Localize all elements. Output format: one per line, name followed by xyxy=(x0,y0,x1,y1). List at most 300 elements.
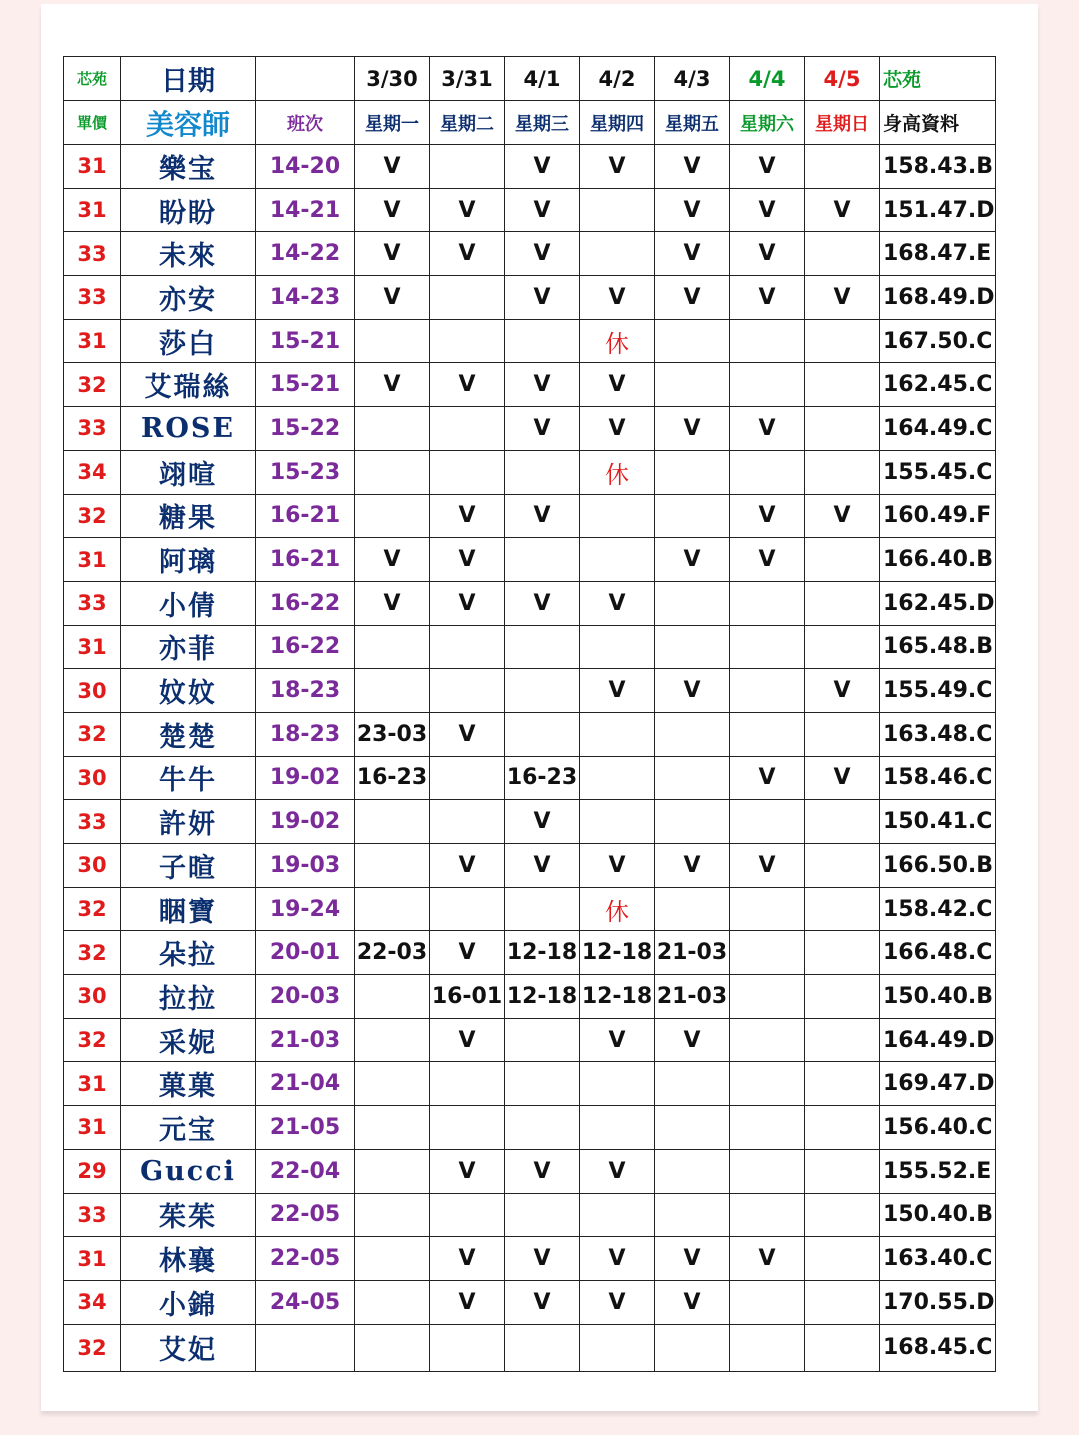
schedule-cell: V xyxy=(655,407,730,451)
price-cell: 32 xyxy=(64,494,121,538)
schedule-cell xyxy=(805,1237,880,1281)
schedule-cell xyxy=(805,450,880,494)
schedule-cell xyxy=(805,1193,880,1237)
schedule-cell xyxy=(730,581,805,625)
shift-cell: 19-03 xyxy=(256,844,355,888)
schedule-cell xyxy=(430,450,505,494)
price-cell: 32 xyxy=(64,363,121,407)
height-info-cell: 167.50.C xyxy=(880,319,996,363)
shift-cell: 21-03 xyxy=(256,1018,355,1062)
schedule-cell xyxy=(355,319,430,363)
schedule-cell: V xyxy=(805,494,880,538)
schedule-cell xyxy=(580,756,655,800)
schedule-cell xyxy=(730,975,805,1019)
schedule-cell: V xyxy=(430,1280,505,1324)
table-row xyxy=(64,407,996,451)
beautician-name: 小錦 xyxy=(121,1280,256,1324)
shift-cell: 20-03 xyxy=(256,975,355,1019)
schedule-cell xyxy=(355,625,430,669)
schedule-cell xyxy=(805,1018,880,1062)
schedule-cell: 12-18 xyxy=(580,931,655,975)
shift-cell: 16-21 xyxy=(256,494,355,538)
schedule-cell xyxy=(805,363,880,407)
shift-cell: 22-04 xyxy=(256,1149,355,1193)
schedule-cell: 21-03 xyxy=(655,931,730,975)
schedule-cell: V xyxy=(655,188,730,232)
schedule-cell xyxy=(805,145,880,189)
table-row xyxy=(64,538,996,582)
schedule-cell: V xyxy=(505,1280,580,1324)
height-info-cell: 168.47.E xyxy=(880,232,996,276)
schedule-cell: V xyxy=(430,188,505,232)
schedule-cell xyxy=(730,800,805,844)
price-cell: 33 xyxy=(64,276,121,320)
header-row-weekdays xyxy=(64,101,996,145)
schedule-cell: V xyxy=(730,145,805,189)
schedule-cell xyxy=(430,887,505,931)
shift-cell: 21-04 xyxy=(256,1062,355,1106)
store-label: 芯苑 xyxy=(64,57,121,101)
schedule-cell: V xyxy=(805,669,880,713)
schedule-cell xyxy=(355,669,430,713)
price-cell: 32 xyxy=(64,931,121,975)
schedule-cell: V xyxy=(730,756,805,800)
schedule-cell xyxy=(505,319,580,363)
schedule-cell xyxy=(730,625,805,669)
schedule-cell: V xyxy=(430,712,505,756)
day-off-cell: 休 xyxy=(580,887,655,931)
beautician-name: Gucci xyxy=(121,1149,256,1193)
schedule-cell xyxy=(730,1062,805,1106)
table-row xyxy=(64,494,996,538)
table-row xyxy=(64,1324,996,1371)
schedule-cell xyxy=(355,1193,430,1237)
price-cell: 32 xyxy=(64,1324,121,1371)
schedule-cell xyxy=(805,1280,880,1324)
schedule-cell xyxy=(580,712,655,756)
day-off-cell: 休 xyxy=(580,319,655,363)
weekday-header-saturday: 星期六 xyxy=(730,101,805,145)
height-info-cell: 151.47.D xyxy=(880,188,996,232)
schedule-cell: V xyxy=(505,1237,580,1281)
table-row xyxy=(64,581,996,625)
schedule-cell: V xyxy=(430,1237,505,1281)
shift-label: 班次 xyxy=(256,101,355,145)
schedule-cell xyxy=(430,1106,505,1150)
schedule-cell: V xyxy=(730,1237,805,1281)
schedule-cell: V xyxy=(805,276,880,320)
schedule-cell: V xyxy=(505,276,580,320)
beautician-name: 妏妏 xyxy=(121,669,256,713)
date-header: 4/3 xyxy=(655,57,730,101)
schedule-cell: V xyxy=(430,232,505,276)
height-info-cell: 168.49.D xyxy=(880,276,996,320)
price-cell: 32 xyxy=(64,712,121,756)
schedule-cell xyxy=(730,363,805,407)
beautician-name: 采妮 xyxy=(121,1018,256,1062)
price-cell: 31 xyxy=(64,1237,121,1281)
schedule-cell xyxy=(430,276,505,320)
schedule-cell xyxy=(655,1062,730,1106)
schedule-cell xyxy=(580,1062,655,1106)
price-cell: 31 xyxy=(64,145,121,189)
schedule-cell xyxy=(805,887,880,931)
height-info-cell: 163.40.C xyxy=(880,1237,996,1281)
schedule-cell xyxy=(655,756,730,800)
schedule-cell: V xyxy=(730,538,805,582)
schedule-cell: V xyxy=(580,1018,655,1062)
price-cell: 31 xyxy=(64,538,121,582)
schedule-cell xyxy=(655,363,730,407)
shift-cell: 19-02 xyxy=(256,756,355,800)
schedule-cell: V xyxy=(355,188,430,232)
table-row xyxy=(64,887,996,931)
schedule-cell: V xyxy=(430,931,505,975)
schedule-cell: V xyxy=(580,844,655,888)
shift-cell xyxy=(256,1324,355,1371)
beautician-name: ROSE xyxy=(121,407,256,451)
height-info-cell: 155.49.C xyxy=(880,669,996,713)
table-row xyxy=(64,1106,996,1150)
height-info-cell: 158.46.C xyxy=(880,756,996,800)
schedule-cell xyxy=(355,450,430,494)
schedule-cell: V xyxy=(505,1149,580,1193)
schedule-cell xyxy=(430,319,505,363)
schedule-cell xyxy=(805,625,880,669)
schedule-cell xyxy=(805,844,880,888)
shift-cell: 14-21 xyxy=(256,188,355,232)
schedule-cell xyxy=(430,145,505,189)
beautician-name: 阿璃 xyxy=(121,538,256,582)
beautician-name: 菓菓 xyxy=(121,1062,256,1106)
table-row xyxy=(64,188,996,232)
schedule-cell xyxy=(580,1324,655,1371)
schedule-cell: V xyxy=(655,669,730,713)
schedule-cell xyxy=(805,581,880,625)
schedule-cell: 16-23 xyxy=(505,756,580,800)
schedule-cell xyxy=(805,232,880,276)
schedule-cell xyxy=(730,1324,805,1371)
schedule-cell xyxy=(805,1062,880,1106)
shift-cell: 22-05 xyxy=(256,1193,355,1237)
shift-cell: 16-22 xyxy=(256,581,355,625)
schedule-cell: V xyxy=(355,145,430,189)
price-cell: 33 xyxy=(64,581,121,625)
date-header: 4/2 xyxy=(580,57,655,101)
shift-cell: 16-22 xyxy=(256,625,355,669)
price-cell: 33 xyxy=(64,232,121,276)
schedule-cell: V xyxy=(580,1237,655,1281)
info-label: 身高資料 xyxy=(880,101,996,145)
schedule-cell xyxy=(505,1193,580,1237)
height-info-cell: 170.55.D xyxy=(880,1280,996,1324)
schedule-cell xyxy=(730,712,805,756)
shift-cell: 18-23 xyxy=(256,712,355,756)
schedule-cell xyxy=(655,1106,730,1150)
table-row xyxy=(64,669,996,713)
date-header: 4/1 xyxy=(505,57,580,101)
schedule-cell: V xyxy=(655,1018,730,1062)
schedule-cell xyxy=(805,975,880,1019)
day-off-cell: 休 xyxy=(580,450,655,494)
beautician-name: 亦菲 xyxy=(121,625,256,669)
schedule-cell xyxy=(355,1062,430,1106)
price-cell: 31 xyxy=(64,319,121,363)
height-info-cell: 156.40.C xyxy=(880,1106,996,1150)
schedule-cell xyxy=(805,1149,880,1193)
schedule-cell xyxy=(730,1193,805,1237)
schedule-cell: V xyxy=(430,844,505,888)
schedule-cell xyxy=(655,887,730,931)
date-label: 日期 xyxy=(121,57,256,101)
schedule-cell xyxy=(655,581,730,625)
schedule-cell xyxy=(580,538,655,582)
schedule-cell: V xyxy=(505,188,580,232)
beautician-name: 許妍 xyxy=(121,800,256,844)
beautician-name: 莎白 xyxy=(121,319,256,363)
schedule-cell: V xyxy=(730,276,805,320)
date-header-saturday: 4/4 xyxy=(730,57,805,101)
schedule-cell xyxy=(580,188,655,232)
schedule-cell xyxy=(355,1280,430,1324)
shift-cell: 15-23 xyxy=(256,450,355,494)
table-row xyxy=(64,145,996,189)
height-info-cell: 164.49.D xyxy=(880,1018,996,1062)
schedule-cell xyxy=(505,1324,580,1371)
schedule-cell: V xyxy=(355,276,430,320)
price-cell: 30 xyxy=(64,669,121,713)
height-info-cell: 162.45.C xyxy=(880,363,996,407)
shift-cell: 15-21 xyxy=(256,319,355,363)
beautician-name: 元宝 xyxy=(121,1106,256,1150)
schedule-cell: V xyxy=(580,1149,655,1193)
schedule-cell xyxy=(355,1237,430,1281)
schedule-cell xyxy=(355,1106,430,1150)
beautician-name: 艾妃 xyxy=(121,1324,256,1371)
schedule-cell xyxy=(505,669,580,713)
schedule-cell xyxy=(505,1106,580,1150)
schedule-cell xyxy=(580,494,655,538)
schedule-cell: V xyxy=(430,363,505,407)
schedule-cell: V xyxy=(505,145,580,189)
height-info-cell: 155.52.E xyxy=(880,1149,996,1193)
schedule-cell xyxy=(730,450,805,494)
schedule-cell: V xyxy=(430,1018,505,1062)
schedule-cell: V xyxy=(430,538,505,582)
schedule-cell xyxy=(355,1149,430,1193)
schedule-cell xyxy=(430,756,505,800)
schedule-cell: V xyxy=(355,363,430,407)
schedule-cell xyxy=(730,1106,805,1150)
schedule-cell xyxy=(505,450,580,494)
shift-cell: 18-23 xyxy=(256,669,355,713)
schedule-cell xyxy=(505,625,580,669)
price-cell: 31 xyxy=(64,625,121,669)
price-cell: 29 xyxy=(64,1149,121,1193)
height-info-cell: 155.45.C xyxy=(880,450,996,494)
store-label-right: 芯苑 xyxy=(880,57,996,101)
table-row xyxy=(64,319,996,363)
beautician-name: 未來 xyxy=(121,232,256,276)
schedule-cell: V xyxy=(430,1149,505,1193)
schedule-cell: 22-03 xyxy=(355,931,430,975)
schedule-cell xyxy=(355,800,430,844)
schedule-cell xyxy=(805,712,880,756)
shift-cell: 15-21 xyxy=(256,363,355,407)
schedule-cell: V xyxy=(655,844,730,888)
schedule-cell xyxy=(655,1149,730,1193)
schedule-cell: V xyxy=(505,800,580,844)
schedule-cell xyxy=(505,1018,580,1062)
schedule-cell: V xyxy=(655,1280,730,1324)
schedule-cell: V xyxy=(655,232,730,276)
schedule-cell xyxy=(805,407,880,451)
schedule-cell: V xyxy=(730,844,805,888)
table-row xyxy=(64,625,996,669)
schedule-cell xyxy=(730,1018,805,1062)
table-row xyxy=(64,1193,996,1237)
schedule-cell: V xyxy=(505,232,580,276)
schedule-cell: V xyxy=(655,145,730,189)
schedule-cell: 12-18 xyxy=(580,975,655,1019)
table-row xyxy=(64,1237,996,1281)
schedule-cell xyxy=(430,1324,505,1371)
schedule-cell: V xyxy=(430,494,505,538)
table-row xyxy=(64,1062,996,1106)
beautician-name: 艾瑞絲 xyxy=(121,363,256,407)
table-row xyxy=(64,363,996,407)
schedule-cell xyxy=(505,538,580,582)
table-row xyxy=(64,1018,996,1062)
schedule-cell xyxy=(655,494,730,538)
schedule-table xyxy=(63,56,996,1372)
schedule-cell: V xyxy=(730,494,805,538)
height-info-cell: 164.49.C xyxy=(880,407,996,451)
schedule-cell xyxy=(730,1149,805,1193)
weekday-header: 星期二 xyxy=(430,101,505,145)
beautician-name: 茱茱 xyxy=(121,1193,256,1237)
schedule-cell: V xyxy=(655,276,730,320)
beautician-name: 翊喧 xyxy=(121,450,256,494)
shift-cell: 14-22 xyxy=(256,232,355,276)
schedule-cell: V xyxy=(580,145,655,189)
schedule-cell: 12-18 xyxy=(505,975,580,1019)
schedule-cell xyxy=(805,800,880,844)
schedule-cell: 23-03 xyxy=(355,712,430,756)
schedule-cell xyxy=(430,625,505,669)
schedule-cell xyxy=(355,887,430,931)
schedule-cell: V xyxy=(355,232,430,276)
shift-cell: 24-05 xyxy=(256,1280,355,1324)
height-info-cell: 169.47.D xyxy=(880,1062,996,1106)
table-row xyxy=(64,844,996,888)
schedule-cell: V xyxy=(730,232,805,276)
header-row-dates xyxy=(64,57,996,101)
shift-cell: 19-02 xyxy=(256,800,355,844)
price-cell: 32 xyxy=(64,1018,121,1062)
schedule-cell xyxy=(430,407,505,451)
table-row xyxy=(64,756,996,800)
height-info-cell: 166.50.B xyxy=(880,844,996,888)
price-cell: 32 xyxy=(64,887,121,931)
height-info-cell: 158.42.C xyxy=(880,887,996,931)
schedule-cell xyxy=(355,844,430,888)
schedule-cell xyxy=(655,712,730,756)
beautician-name: 楚楚 xyxy=(121,712,256,756)
schedule-cell: 16-01 xyxy=(430,975,505,1019)
schedule-cell xyxy=(730,887,805,931)
schedule-cell: V xyxy=(505,407,580,451)
height-info-cell: 150.41.C xyxy=(880,800,996,844)
schedule-cell xyxy=(580,800,655,844)
shift-cell: 14-20 xyxy=(256,145,355,189)
schedule-cell xyxy=(655,450,730,494)
schedule-cell xyxy=(655,625,730,669)
beautician-name: 亦安 xyxy=(121,276,256,320)
price-cell: 30 xyxy=(64,844,121,888)
table-row xyxy=(64,232,996,276)
schedule-cell xyxy=(580,1106,655,1150)
beautician-name: 糖果 xyxy=(121,494,256,538)
schedule-cell xyxy=(655,1324,730,1371)
schedule-cell: 12-18 xyxy=(505,931,580,975)
schedule-cell: V xyxy=(355,538,430,582)
schedule-cell xyxy=(505,712,580,756)
schedule-cell xyxy=(430,669,505,713)
date-header: 3/30 xyxy=(355,57,430,101)
height-info-cell: 158.43.B xyxy=(880,145,996,189)
beautician-name: 睏寶 xyxy=(121,887,256,931)
schedule-cell: V xyxy=(655,538,730,582)
beautician-name: 林襄 xyxy=(121,1237,256,1281)
height-info-cell: 162.45.D xyxy=(880,581,996,625)
height-info-cell: 168.45.C xyxy=(880,1324,996,1371)
schedule-cell xyxy=(355,1324,430,1371)
schedule-cell: 21-03 xyxy=(655,975,730,1019)
beautician-label: 美容師 xyxy=(121,101,256,145)
schedule-cell xyxy=(355,975,430,1019)
height-info-cell: 166.40.B xyxy=(880,538,996,582)
height-info-cell: 163.48.C xyxy=(880,712,996,756)
schedule-cell xyxy=(505,1062,580,1106)
beautician-name: 拉拉 xyxy=(121,975,256,1019)
table-row xyxy=(64,1280,996,1324)
schedule-cell: V xyxy=(655,1237,730,1281)
shift-cell: 15-22 xyxy=(256,407,355,451)
schedule-cell: V xyxy=(805,756,880,800)
blank-header-cell xyxy=(256,57,355,101)
table-row xyxy=(64,712,996,756)
schedule-cell: V xyxy=(580,669,655,713)
schedule-cell xyxy=(430,1193,505,1237)
table-row xyxy=(64,1149,996,1193)
schedule-cell: V xyxy=(505,581,580,625)
table-row xyxy=(64,800,996,844)
schedule-cell xyxy=(730,669,805,713)
schedule-cell xyxy=(805,538,880,582)
schedule-cell: V xyxy=(505,844,580,888)
price-cell: 33 xyxy=(64,1193,121,1237)
table-row xyxy=(64,276,996,320)
height-info-cell: 150.40.B xyxy=(880,1193,996,1237)
schedule-cell xyxy=(805,1106,880,1150)
schedule-cell xyxy=(355,407,430,451)
beautician-name: 樂宝 xyxy=(121,145,256,189)
height-info-cell: 165.48.B xyxy=(880,625,996,669)
price-cell: 31 xyxy=(64,1106,121,1150)
weekday-header: 星期三 xyxy=(505,101,580,145)
schedule-cell xyxy=(730,931,805,975)
